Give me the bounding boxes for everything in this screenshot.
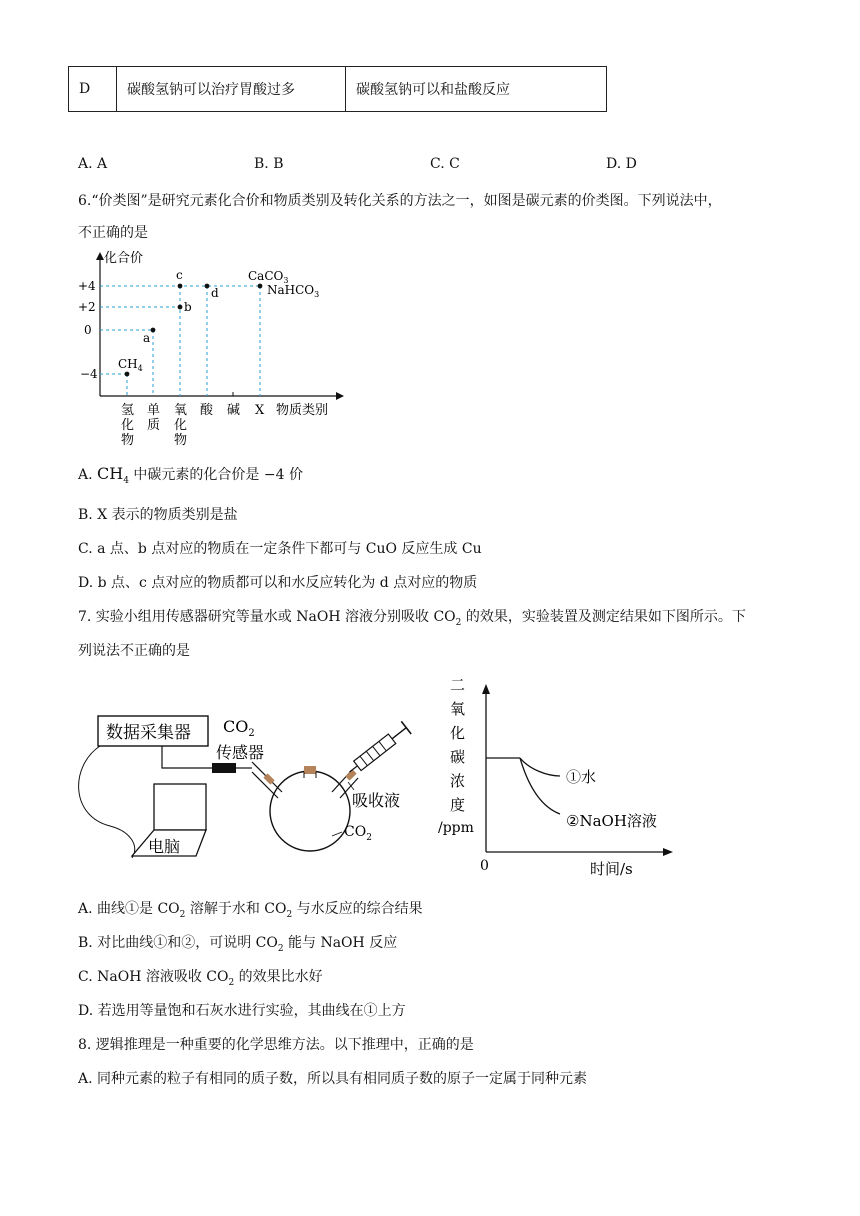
y-label-char: 度 [450, 796, 466, 814]
y-label-char: 化 [450, 724, 466, 742]
q6-stem-line2: 不正确的是 [78, 225, 148, 241]
choice-b[interactable]: B. B [254, 156, 284, 172]
q7-option-d[interactable]: D. 若选用等量饱和石灰水进行实验，其曲线在①上方 [78, 1003, 406, 1019]
point-b [178, 305, 183, 310]
curve2-label: ②NaOH溶液 [566, 812, 657, 830]
collector-label: 数据采集器 [106, 723, 191, 743]
answer-table [68, 66, 607, 112]
origin-label: 0 [480, 858, 489, 874]
y-axis-label: 化合价 [104, 251, 144, 266]
sensor-probe [212, 763, 236, 773]
q6-stem-line1: 6.“价类图”是研究元素化合价和物质类别及转化关系的方法之一，如图是碳元素的价类图。下列说法中， [78, 193, 722, 209]
q7-option-c[interactable]: C. NaOH 溶液吸收 $CO_2$ 的效果比水好 [78, 969, 323, 988]
co2-concentration-graph [430, 672, 680, 878]
q6-option-c[interactable]: C. a 点、b 点对应的物质在一定条件下都可与 CuO 反应生成 Cu [78, 541, 482, 557]
q6-option-a[interactable]: A. $CH_4$ 中碳元素的化合价是 −4 价 [78, 464, 303, 486]
computer-label: 电脑 [148, 837, 181, 856]
x-cat: 氢 [121, 403, 135, 418]
q7-stem-line2: 列说法不正确的是 [78, 643, 190, 659]
label-b: b [184, 300, 192, 314]
y-tick: +2 [78, 300, 96, 314]
flask-gas-label: $CO_2$ [344, 824, 372, 843]
x-cat: 碱 [227, 403, 241, 418]
curve1-label: ①水 [566, 768, 597, 786]
x-cat: 酸 [200, 403, 214, 418]
q6-option-b[interactable]: B. X 表示的物质类别是盐 [78, 507, 238, 523]
absorbent-label: 吸收液 [352, 791, 401, 810]
co2-label: $CO_2$ [223, 717, 255, 739]
q6-option-d[interactable]: D. b 点、c 点对应的物质都可以和水反应转化为 d 点对应的物质 [78, 575, 478, 591]
q8-option-a[interactable]: A. 同种元素的粒子有相同的质子数，所以具有相同质子数的原子一定属于同种元素 [78, 1071, 588, 1087]
y-tick: −4 [80, 367, 98, 381]
point-ch4 [125, 372, 130, 377]
choice-c[interactable]: C. C [430, 156, 460, 172]
y-unit: /ppm [438, 820, 474, 836]
label-d: d [211, 286, 219, 300]
x-cat: 质 [147, 418, 161, 433]
x-cat: X [255, 403, 265, 418]
q7-option-a[interactable]: A. 曲线①是 $CO_2$ 溶解于水和 $CO_2$ 与水反应的综合结果 [78, 901, 423, 920]
x-cat: 物 [174, 433, 188, 448]
choice-d[interactable]: D. D [606, 156, 637, 172]
curve-naoh [520, 758, 560, 814]
table-cell: 碳酸氢钠可以治疗胃酸过多 [117, 67, 346, 112]
point-a [151, 328, 156, 333]
x-cat: 物 [121, 433, 135, 448]
table-cell: D [69, 67, 117, 112]
y-label-char: 浓 [450, 772, 466, 790]
label-a: a [143, 331, 151, 345]
q7-stem-line1: 7. 实验小组用传感器研究等量水或 NaOH 溶液分别吸收 $CO_2$ 的效果，实验装置及测定结果如下图所示。下 [78, 609, 746, 628]
x-cat: 化 [121, 418, 135, 433]
y-tick: 0 [84, 323, 92, 337]
point-d [205, 284, 210, 289]
point-x [258, 284, 263, 289]
y-tick: +4 [78, 279, 96, 293]
syringe [345, 721, 412, 778]
choice-a[interactable]: A. A [78, 156, 108, 172]
label-caco3: CaCO$_3$ [248, 269, 289, 285]
q7-option-b[interactable]: B. 对比曲线①和②，可说明 $CO_2$ 能与 NaOH 反应 [78, 935, 398, 954]
table-row [69, 67, 607, 112]
valence-class-diagram [70, 244, 370, 456]
x-cat: 单 [147, 403, 161, 418]
q8-stem: 8. 逻辑推理是一种重要的化学思维方法。以下推理中，正确的是 [78, 1037, 474, 1053]
computer-screen [154, 784, 206, 830]
table-cell: 碳酸氢钠可以和盐酸反应 [346, 67, 607, 112]
y-label-char: 二 [450, 676, 466, 694]
experiment-apparatus [70, 706, 430, 866]
x-cat: 化 [174, 418, 188, 433]
point-c [178, 284, 183, 289]
guide-lines [100, 286, 260, 396]
y-label-char: 氧 [450, 700, 466, 718]
x-axis-label: 时间/s [590, 860, 633, 878]
y-label-char: 碳 [450, 748, 466, 766]
x-axis-label: 物质类别 [276, 403, 329, 418]
sensor-label: 传感器 [216, 743, 265, 762]
curve-water [520, 758, 560, 776]
label-ch4: $CH_4$ [118, 357, 143, 373]
label-nahco3: NaHCO$_3$ [267, 283, 320, 299]
x-cat: 氧 [174, 403, 188, 418]
label-c: c [176, 268, 183, 282]
flask [270, 771, 350, 851]
